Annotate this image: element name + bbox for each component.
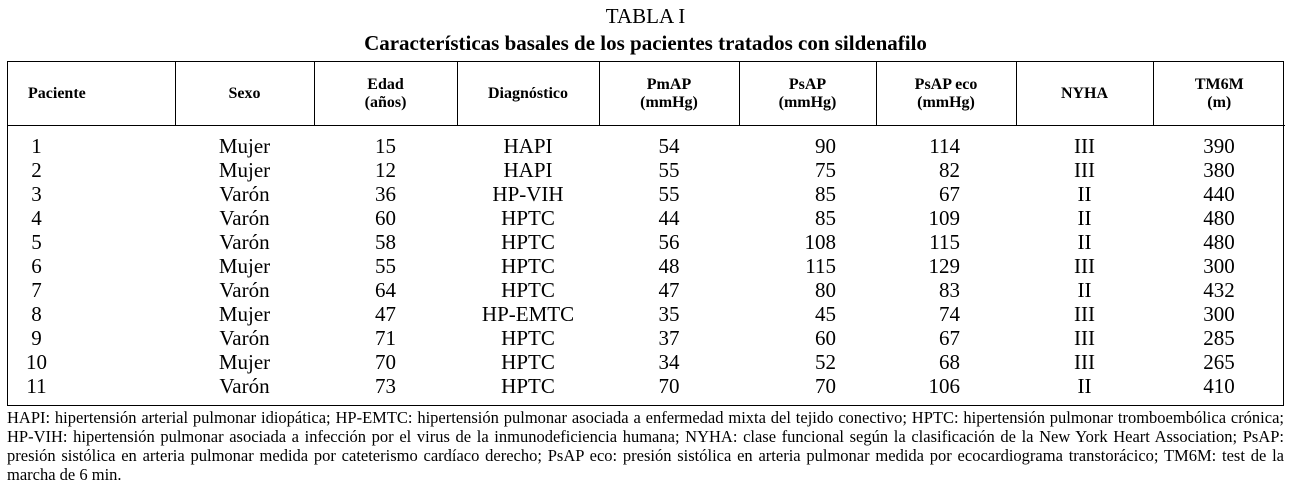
table-cell: 480: [1203, 230, 1235, 254]
table-cell: 2: [31, 158, 42, 182]
table-cell: 82: [939, 158, 960, 182]
table-cell: 115: [929, 230, 960, 254]
table-footnote: HAPI: hipertensión arterial pulmonar idiopática; HP-EMTC: hipertensión pulmonar asociada a enfermedad mixta del tejido conectivo; HPTC: hipertensión pulmonar tromboembólica crónica; HP-VIH: hipertensión pulmonar asociada a infección por el virus de la inmunodeficiencia humana; NYHA: clase funcional según la clasificación de la New York Heart Association; PsAP: presión sistólica en arteria pulmonar medida por cateterismo cardíaco derecho; PsAP eco: presión sistólica en arteria pulmonar medida por ecocardiograma transtorácico; TM6M: test de la marcha de 6 min.: [7, 408, 1284, 484]
column-header: [314, 62, 457, 126]
column-header-label: PsAP eco: [914, 75, 978, 93]
table-cell: Mujer: [218, 254, 271, 278]
table-cell: HPTC: [501, 206, 555, 230]
table-cell: 6: [31, 254, 42, 278]
table-cell: 56: [658, 230, 680, 254]
table-cell: 68: [939, 350, 960, 374]
table-title: TABLA I: [605, 4, 686, 28]
table-cell: 265: [1203, 350, 1235, 374]
table-cell: 47: [658, 278, 680, 302]
table-cell: 35: [658, 302, 680, 326]
table-cell: HPTC: [501, 326, 555, 350]
table-cell: 15: [375, 134, 396, 158]
table-cell: 58: [375, 230, 396, 254]
table-cell: 55: [375, 254, 396, 278]
table-cell: 67: [939, 326, 960, 350]
data-table-frame: [7, 61, 1284, 406]
table-cell: 1: [31, 134, 42, 158]
table-row: [8, 374, 1285, 398]
table-cell: 90: [815, 134, 836, 158]
column-header: [599, 62, 739, 126]
column-header-label: PmAP: [646, 75, 692, 93]
table-cell: HP-EMTC: [481, 302, 575, 326]
table-cell: Varón: [219, 206, 270, 230]
table-cell: 60: [375, 206, 396, 230]
table-cell: 44: [658, 206, 680, 230]
table-cell: 60: [815, 326, 836, 350]
table-cell: HPTC: [501, 278, 555, 302]
column-header: [8, 62, 175, 126]
column-header: [876, 62, 1016, 126]
table-row: [8, 134, 1285, 158]
table-cell: 48: [658, 254, 680, 278]
table-cell: II: [1077, 278, 1092, 302]
table-cell: Varón: [219, 230, 270, 254]
table-cell: 3: [31, 182, 42, 206]
table-cell: 70: [375, 350, 396, 374]
table-cell: 8: [31, 302, 42, 326]
table-cell: 109: [928, 206, 960, 230]
column-header-unit: (m): [1207, 93, 1232, 111]
table-cell: 55: [658, 158, 680, 182]
column-header-unit: (mmHg): [640, 93, 698, 111]
column-header: [457, 62, 599, 126]
table-cell: HAPI: [503, 158, 553, 182]
table-cell: 432: [1203, 278, 1235, 302]
table-cell: III: [1074, 350, 1095, 374]
table-cell: 410: [1203, 374, 1235, 398]
table-cell: 4: [31, 206, 42, 230]
table-cell: Mujer: [218, 158, 271, 182]
table-row: [8, 182, 1285, 206]
column-header-label: Paciente: [28, 84, 86, 102]
table-cell: 7: [31, 278, 42, 302]
table-cell: 74: [939, 302, 960, 326]
table-cell: 480: [1203, 206, 1235, 230]
table-cell: III: [1074, 326, 1095, 350]
table-row: [8, 326, 1285, 350]
table-cell: 47: [375, 302, 396, 326]
column-header: [175, 62, 314, 126]
table-cell: HAPI: [503, 134, 553, 158]
table-cell: Varón: [219, 182, 270, 206]
table-cell: 67: [939, 182, 960, 206]
table-body: [8, 126, 1285, 399]
table-cell: 5: [31, 230, 42, 254]
table-cell: III: [1074, 254, 1095, 278]
table-cell: HPTC: [501, 254, 555, 278]
column-header-label: Diagnóstico: [488, 84, 568, 102]
table-cell: 54: [658, 134, 680, 158]
table-cell: III: [1074, 158, 1095, 182]
table-cell: Varón: [219, 326, 270, 350]
table-row: [8, 158, 1285, 182]
table-cell: 106: [928, 374, 960, 398]
table-cell: Mujer: [218, 134, 271, 158]
table-cell: III: [1074, 134, 1095, 158]
table-cell: 380: [1203, 158, 1235, 182]
table-cell: 300: [1203, 302, 1235, 326]
column-header: [1153, 62, 1285, 126]
table-cell: 70: [815, 374, 836, 398]
table-cell: HP-VIH: [492, 182, 564, 206]
table-cell: 71: [375, 326, 396, 350]
column-header-unit: (mmHg): [917, 93, 975, 111]
table-cell: 129: [928, 254, 960, 278]
header-row: [8, 62, 1285, 126]
table-cell: 285: [1203, 326, 1235, 350]
table-cell: HPTC: [501, 374, 555, 398]
column-header: [1016, 62, 1153, 126]
table-cell: 11: [26, 374, 47, 398]
table-cell: 85: [815, 182, 836, 206]
table-cell: 64: [375, 278, 396, 302]
table-cell: 55: [658, 182, 680, 206]
table-row: [8, 254, 1285, 278]
table-cell: 37: [658, 326, 680, 350]
table-cell: Varón: [219, 278, 270, 302]
table-cell: HPTC: [501, 230, 555, 254]
table-cell: 45: [815, 302, 836, 326]
column-header-unit: (años): [364, 93, 407, 111]
table-cell: 36: [375, 182, 396, 206]
data-table: [8, 62, 1285, 398]
table-cell: 114: [929, 134, 960, 158]
table-cell: 440: [1203, 182, 1235, 206]
table-row: [8, 350, 1285, 374]
table-cell: III: [1074, 302, 1095, 326]
table-cell: 83: [939, 278, 960, 302]
column-header-label: TM6M: [1194, 75, 1244, 93]
column-header-label: Edad: [367, 75, 404, 93]
table-cell: 75: [815, 158, 836, 182]
table-cell: 85: [815, 206, 836, 230]
table-cell: 115: [805, 254, 836, 278]
column-header-label: NYHA: [1060, 84, 1109, 102]
table-cell: 34: [658, 350, 680, 374]
table-row: [8, 230, 1285, 254]
table-row: [8, 278, 1285, 302]
column-header-label: Sexo: [228, 84, 261, 102]
table-cell: II: [1077, 182, 1092, 206]
table-cell: 108: [804, 230, 836, 254]
table-cell: 390: [1203, 134, 1235, 158]
table-cell: 73: [375, 374, 396, 398]
table-cell: 12: [375, 158, 396, 182]
column-header-unit: (mmHg): [778, 93, 837, 111]
table-cell: 70: [658, 374, 680, 398]
table-cell: HPTC: [501, 350, 555, 374]
table-cell: II: [1077, 374, 1092, 398]
table-cell: II: [1077, 230, 1092, 254]
table-cell: Mujer: [218, 302, 271, 326]
table-cell: 10: [26, 350, 47, 374]
table-cell: 300: [1203, 254, 1235, 278]
table-cell: 80: [815, 278, 836, 302]
table-cell: 52: [815, 350, 836, 374]
table-row: [8, 302, 1285, 326]
table-row: [8, 206, 1285, 230]
column-header: [739, 62, 876, 126]
table-cell: II: [1077, 206, 1092, 230]
column-header-label: PsAP: [788, 75, 827, 93]
table-cell: 9: [31, 326, 42, 350]
table-cell: Varón: [219, 374, 270, 398]
table-cell: Mujer: [218, 350, 271, 374]
table-subtitle: Características basales de los pacientes tratados con sildenafilo: [364, 31, 927, 55]
